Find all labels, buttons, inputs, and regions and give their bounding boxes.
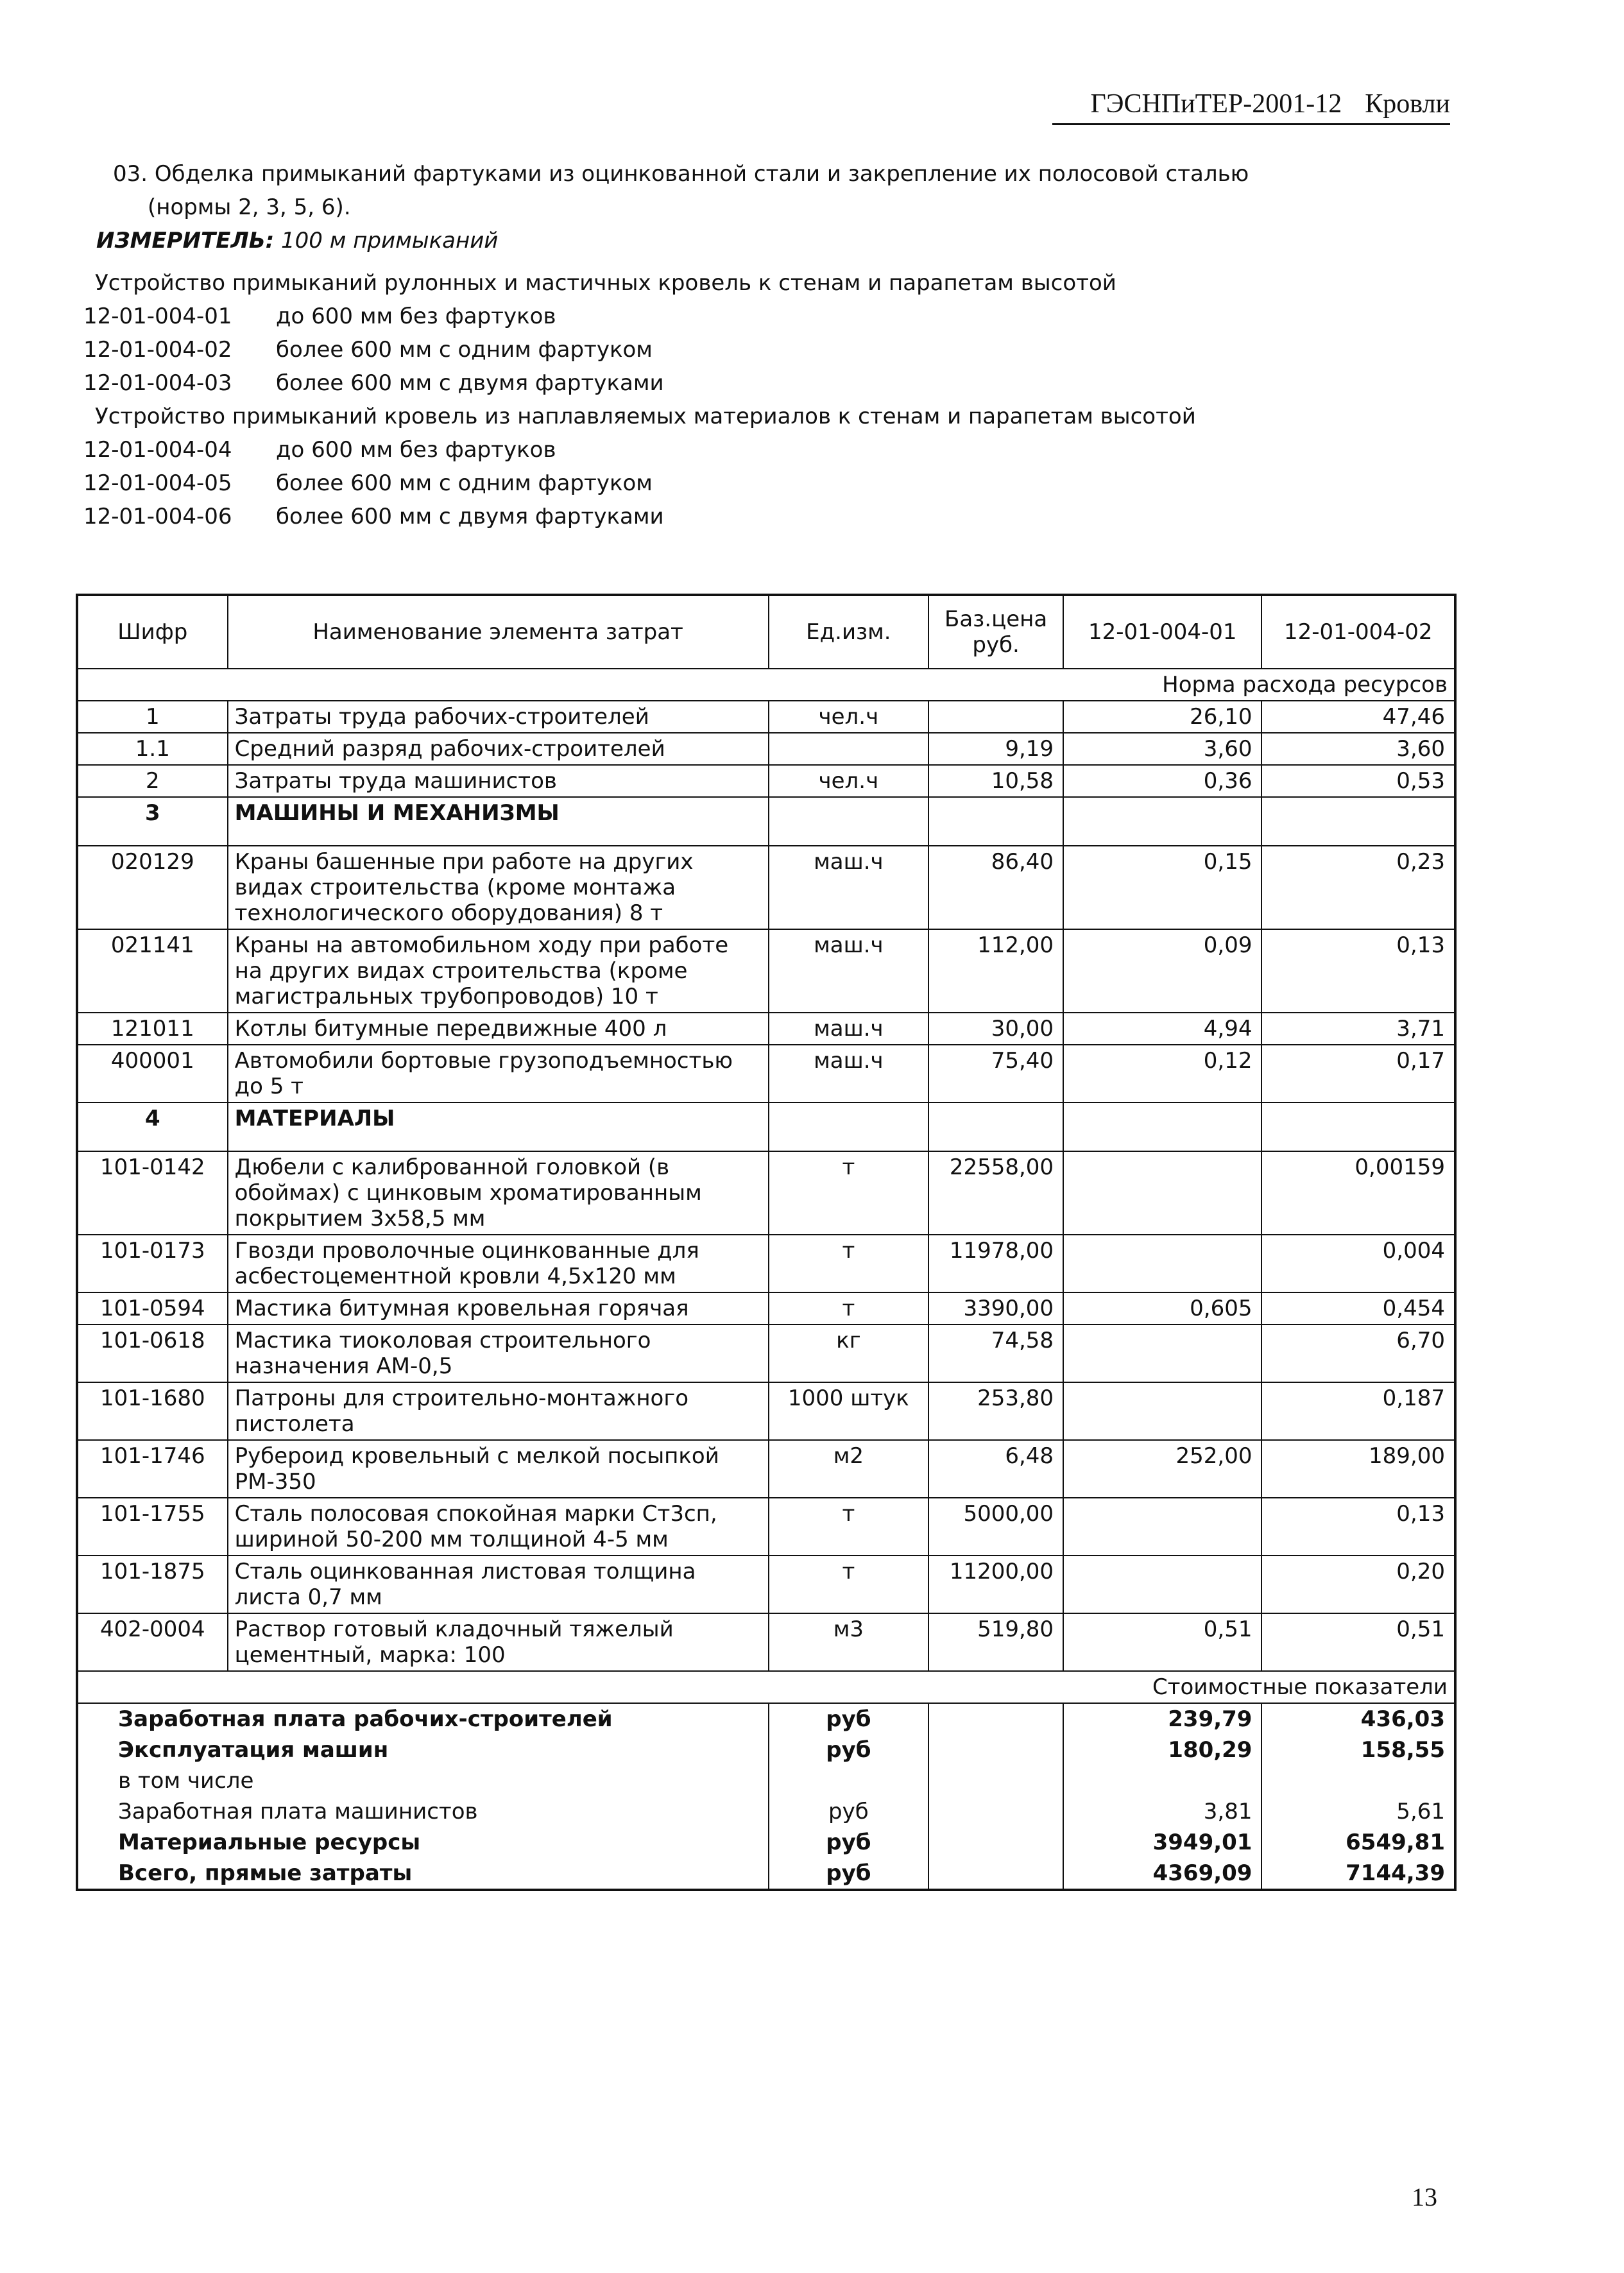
cell-price: 11978,00	[928, 1235, 1063, 1292]
section-name: Кровли	[1365, 89, 1450, 119]
item-code: 12-01-004-04	[83, 437, 232, 463]
cell-unit: 1000 штук	[769, 1382, 929, 1440]
totals-label: Эксплуатация машин	[77, 1735, 769, 1765]
totals-empty	[928, 1827, 1063, 1858]
col-header-unit: Ед.изм.	[769, 595, 929, 669]
cell-unit: т	[769, 1292, 929, 1325]
totals-row	[77, 1765, 1455, 1796]
group1-title: Устройство примыканий рулонных и мастичных кровель к стенам и парапетам высотой	[95, 270, 1116, 296]
cell-price: 86,40	[928, 846, 1063, 929]
group2-title: Устройство примыканий кровель из наплавляемых материалов к стенам и парапетам высотой	[95, 404, 1196, 429]
totals-value-2: 5,61	[1261, 1796, 1455, 1827]
cell-norm-1	[1063, 1498, 1261, 1556]
cell-norm-1	[1063, 1556, 1261, 1613]
cell-unit: т	[769, 1235, 929, 1292]
section-title: МАТЕРИАЛЫ	[228, 1102, 769, 1151]
totals-value-2: 7144,39	[1261, 1858, 1455, 1890]
totals-row	[77, 1796, 1455, 1827]
meter-line	[83, 224, 1457, 257]
cell-norm-2: 0,51	[1261, 1613, 1455, 1671]
cost-label-row	[77, 1671, 1455, 1703]
cell-norm-2: 0,13	[1261, 1498, 1455, 1556]
cell-code: 101-0142	[77, 1151, 228, 1235]
totals-empty	[928, 1796, 1063, 1827]
item-code: 12-01-004-01	[83, 304, 232, 329]
empty-cell	[769, 1102, 929, 1151]
cell-code: 402-0004	[77, 1613, 228, 1671]
table-row	[77, 1235, 1455, 1292]
empty-cell	[1261, 797, 1455, 846]
table-row	[77, 1613, 1455, 1671]
materials-section	[77, 1102, 1455, 1151]
item-description: более 600 мм с двумя фартуками	[276, 504, 664, 529]
cell-name: Сталь оцинкованная листовая толщина листа 0,7 мм	[228, 1556, 769, 1613]
code-list-item	[83, 333, 1457, 366]
table-row	[77, 701, 1455, 733]
table-row	[77, 765, 1455, 797]
cell-name: Мастика тиоколовая строительного назначения АМ-0,5	[228, 1325, 769, 1382]
item-description: более 600 мм с двумя фартуками	[276, 370, 664, 396]
empty-cell	[1063, 797, 1261, 846]
totals-label: Материальные ресурсы	[77, 1827, 769, 1858]
cell-code: 101-1680	[77, 1382, 228, 1440]
cell-unit: м2	[769, 1440, 929, 1498]
cell-unit: маш.ч	[769, 846, 929, 929]
cell-name: Патроны для строительно-монтажного пистолета	[228, 1382, 769, 1440]
col-header-code: Шифр	[77, 595, 228, 669]
empty-cell	[769, 797, 929, 846]
cell-unit: маш.ч	[769, 929, 929, 1013]
cell-norm-1: 0,605	[1063, 1292, 1261, 1325]
empty-cell	[1261, 1102, 1455, 1151]
cell-norm-1: 252,00	[1063, 1440, 1261, 1498]
totals-unit: руб	[769, 1703, 929, 1735]
totals-unit: руб	[769, 1796, 929, 1827]
cell-name: Средний разряд рабочих-строителей	[228, 733, 769, 765]
cell-norm-1: 0,15	[1063, 846, 1261, 929]
cell-price: 75,40	[928, 1045, 1063, 1102]
totals-label: Заработная плата рабочих-строителей	[77, 1703, 769, 1735]
section-number: 03.	[113, 161, 148, 187]
cell-price: 30,00	[928, 1013, 1063, 1045]
table-row	[77, 1556, 1455, 1613]
col-header-norm2: 12-01-004-02	[1261, 595, 1455, 669]
totals-value-1: 4369,09	[1063, 1858, 1261, 1890]
cell-norm-1	[1063, 1325, 1261, 1382]
group2-list	[83, 433, 1457, 533]
table-row	[77, 846, 1455, 929]
totals-empty	[928, 1703, 1063, 1735]
item-code: 12-01-004-02	[83, 337, 232, 363]
cell-unit	[769, 733, 929, 765]
cell-price: 112,00	[928, 929, 1063, 1013]
empty-cell	[928, 797, 1063, 846]
totals-row	[77, 1858, 1455, 1890]
cell-unit: маш.ч	[769, 1045, 929, 1102]
cell-code: 020129	[77, 846, 228, 929]
cell-norm-2: 0,53	[1261, 765, 1455, 797]
totals-unit: руб	[769, 1735, 929, 1765]
cell-price: 519,80	[928, 1613, 1063, 1671]
code-list-item	[83, 433, 1457, 467]
cell-name: Затраты труда рабочих-строителей	[228, 701, 769, 733]
cell-name: Гвозди проволочные оцинкованные для асбестоцементной кровли 4,5х120 мм	[228, 1235, 769, 1292]
cell-price	[928, 701, 1063, 733]
cell-name: Краны на автомобильном ходу при работе на других видах строительства (кроме магистральных трубопроводов) 10 т	[228, 929, 769, 1013]
cell-name: Рубероид кровельный с мелкой посыпкой РМ-350	[228, 1440, 769, 1498]
cell-code: 101-1875	[77, 1556, 228, 1613]
cell-code: 101-1755	[77, 1498, 228, 1556]
cell-norm-1: 0,09	[1063, 929, 1261, 1013]
cell-unit: т	[769, 1556, 929, 1613]
section-title: МАШИНЫ И МЕХАНИЗМЫ	[228, 797, 769, 846]
table-row	[77, 929, 1455, 1013]
cell-price: 5000,00	[928, 1498, 1063, 1556]
totals-unit	[769, 1765, 929, 1796]
totals-empty	[928, 1765, 1063, 1796]
section-title-cont: (нормы 2, 3, 5, 6).	[148, 194, 351, 220]
item-description: более 600 мм с одним фартуком	[276, 337, 653, 363]
cell-price: 22558,00	[928, 1151, 1063, 1235]
machines-section	[77, 797, 1455, 846]
item-description: до 600 мм без фартуков	[276, 304, 556, 329]
table-row	[77, 1013, 1455, 1045]
cell-norm-1	[1063, 1235, 1261, 1292]
cell-norm-2: 47,46	[1261, 701, 1455, 733]
cell-name: Краны башенные при работе на других видах строительства (кроме монтажа технологического оборудования) 8 т	[228, 846, 769, 929]
cell-code: 101-0618	[77, 1325, 228, 1382]
cell-code: 121011	[77, 1013, 228, 1045]
cell-unit: м3	[769, 1613, 929, 1671]
cell-norm-2: 0,00159	[1261, 1151, 1455, 1235]
cell-name: Дюбели с калиброванной головкой (в обоймах) с цинковым хроматированным покрытием 3х58,5 мм	[228, 1151, 769, 1235]
document-code: ГЭСНПиТЕР-2001-12	[1090, 89, 1342, 119]
cell-code: 1.1	[77, 733, 228, 765]
cell-code: 1	[77, 701, 228, 733]
page-number: 13	[1412, 2183, 1437, 2211]
table-row	[77, 1292, 1455, 1325]
cell-norm-2: 6,70	[1261, 1325, 1455, 1382]
cell-norm-2: 3,71	[1261, 1013, 1455, 1045]
totals-unit: руб	[769, 1827, 929, 1858]
cost-label-row-cell: Стоимостные показатели	[77, 1671, 1455, 1703]
table-header-row	[77, 595, 1455, 669]
cell-norm-2: 0,20	[1261, 1556, 1455, 1613]
cell-norm-2: 0,17	[1261, 1045, 1455, 1102]
cell-norm-2: 3,60	[1261, 733, 1455, 765]
cell-name: Мастика битумная кровельная горячая	[228, 1292, 769, 1325]
norm-label-row-cell: Норма расхода ресурсов	[77, 669, 1455, 701]
section-title-text: Обделка примыканий фартуками из оцинкованной стали и закрепление их полосовой сталью	[154, 161, 1249, 187]
item-code: 12-01-004-05	[83, 470, 232, 496]
cell-name: Котлы битумные передвижные 400 л	[228, 1013, 769, 1045]
empty-cell	[1063, 1102, 1261, 1151]
totals-value-1: 3949,01	[1063, 1827, 1261, 1858]
totals-value-1: 239,79	[1063, 1703, 1261, 1735]
section-code: 3	[77, 797, 228, 846]
cell-norm-2: 0,187	[1261, 1382, 1455, 1440]
cell-code: 101-1746	[77, 1440, 228, 1498]
totals-value-1	[1063, 1765, 1261, 1796]
cell-norm-2: 0,23	[1261, 846, 1455, 929]
code-list-item	[83, 366, 1457, 400]
cell-unit: кг	[769, 1325, 929, 1382]
cell-price: 11200,00	[928, 1556, 1063, 1613]
running-header	[1052, 89, 1450, 124]
table-row	[77, 1151, 1455, 1235]
totals-value-2	[1261, 1765, 1455, 1796]
totals-row	[77, 1827, 1455, 1858]
norm-label-row	[77, 669, 1455, 701]
meter-value: 100 м примыканий	[281, 228, 499, 253]
totals-value-2: 6549,81	[1261, 1827, 1455, 1858]
cell-unit: чел.ч	[769, 765, 929, 797]
cell-norm-1: 26,10	[1063, 701, 1261, 733]
totals-value-2: 436,03	[1261, 1703, 1455, 1735]
cell-norm-1: 0,36	[1063, 765, 1261, 797]
cell-unit: т	[769, 1498, 929, 1556]
table-row	[77, 1045, 1455, 1102]
cell-price: 253,80	[928, 1382, 1063, 1440]
cell-code: 2	[77, 765, 228, 797]
cell-norm-1: 0,12	[1063, 1045, 1261, 1102]
cell-norm-1: 0,51	[1063, 1613, 1261, 1671]
cell-norm-2: 189,00	[1261, 1440, 1455, 1498]
totals-value-1: 180,29	[1063, 1735, 1261, 1765]
cell-norm-1: 4,94	[1063, 1013, 1261, 1045]
table-row	[77, 1440, 1455, 1498]
table-row	[77, 1325, 1455, 1382]
cell-price: 74,58	[928, 1325, 1063, 1382]
intro-block	[83, 157, 1457, 533]
table-row	[77, 1498, 1455, 1556]
cell-norm-2: 0,13	[1261, 929, 1455, 1013]
cell-name: Затраты труда машинистов	[228, 765, 769, 797]
totals-empty	[928, 1858, 1063, 1890]
cell-code: 400001	[77, 1045, 228, 1102]
totals-label: Всего, прямые затраты	[77, 1858, 769, 1890]
totals-value-1: 3,81	[1063, 1796, 1261, 1827]
totals-row	[77, 1735, 1455, 1765]
cell-price: 6,48	[928, 1440, 1063, 1498]
item-code: 12-01-004-03	[83, 370, 232, 396]
meter-label: ИЗМЕРИТЕЛЬ:	[96, 228, 275, 253]
cell-code: 101-0594	[77, 1292, 228, 1325]
cell-code: 101-0173	[77, 1235, 228, 1292]
resource-table	[76, 594, 1457, 1891]
totals-label: Заработная плата машинистов	[77, 1796, 769, 1827]
cell-norm-1	[1063, 1151, 1261, 1235]
cell-norm-2: 0,454	[1261, 1292, 1455, 1325]
cell-name: Сталь полосовая спокойная марки Ст3сп, шириной 50-200 мм толщиной 4-5 мм	[228, 1498, 769, 1556]
cell-name: Автомобили бортовые грузоподъемностью до 5 т	[228, 1045, 769, 1102]
table-row	[77, 733, 1455, 765]
section-code: 4	[77, 1102, 228, 1151]
item-description: до 600 мм без фартуков	[276, 437, 556, 463]
item-description: более 600 мм с одним фартуком	[276, 470, 653, 496]
header-rule	[1052, 123, 1450, 125]
cell-name: Раствор готовый кладочный тяжелый цементный, марка: 100	[228, 1613, 769, 1671]
totals-label: в том числе	[77, 1765, 769, 1796]
totals-row	[77, 1703, 1455, 1735]
col-header-price: Баз.цена руб.	[928, 595, 1063, 669]
table-body	[77, 669, 1455, 1890]
group1-list	[83, 300, 1457, 400]
cell-norm-1	[1063, 1382, 1261, 1440]
col-header-name: Наименование элемента затрат	[228, 595, 769, 669]
cell-unit: чел.ч	[769, 701, 929, 733]
totals-value-2: 158,55	[1261, 1735, 1455, 1765]
cell-price: 9,19	[928, 733, 1063, 765]
empty-cell	[928, 1102, 1063, 1151]
cell-code: 021141	[77, 929, 228, 1013]
code-list-item	[83, 467, 1457, 500]
cell-norm-2: 0,004	[1261, 1235, 1455, 1292]
cell-price: 10,58	[928, 765, 1063, 797]
totals-unit: руб	[769, 1858, 929, 1890]
cell-unit: маш.ч	[769, 1013, 929, 1045]
section-title	[83, 157, 1457, 191]
col-header-norm1: 12-01-004-01	[1063, 595, 1261, 669]
code-list-item	[83, 300, 1457, 333]
cell-price: 3390,00	[928, 1292, 1063, 1325]
item-code: 12-01-004-06	[83, 504, 232, 529]
cell-norm-1: 3,60	[1063, 733, 1261, 765]
cell-unit: т	[769, 1151, 929, 1235]
table-row	[77, 1382, 1455, 1440]
totals-empty	[928, 1735, 1063, 1765]
code-list-item	[83, 500, 1457, 533]
